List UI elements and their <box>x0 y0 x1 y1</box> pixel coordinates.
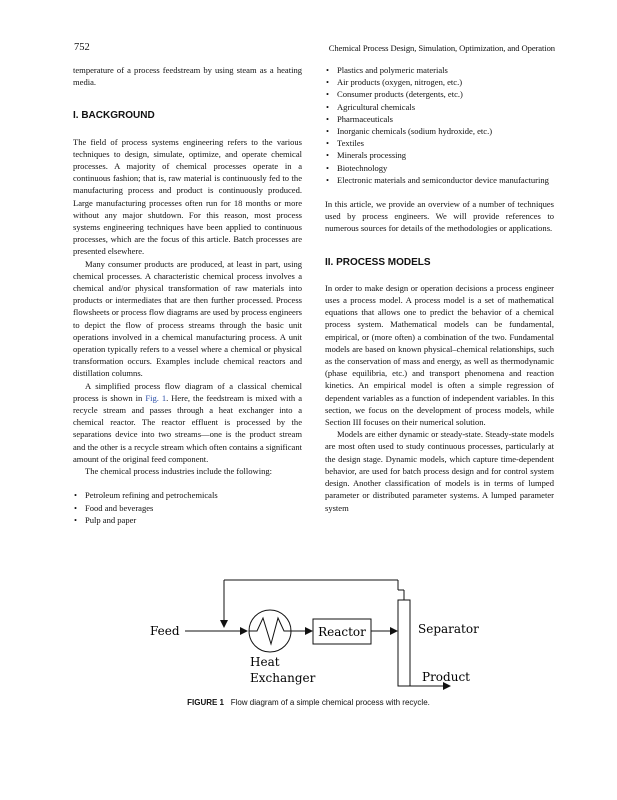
list-item: • Consumer products (detergents, etc.) <box>325 88 554 100</box>
caption-text: Flow diagram of a simple chemical process with recycle. <box>230 698 430 707</box>
background-paragraph-1: The field of process systems engineering refers to the various techniques to design, simulate, optimize, and operate chemical processes. A majority of chemical processes operate in a continuous fashion; that is, raw material is continuously fed to the manufacturing process and product is continuously produced. Large manufacturing processes often run for 18 months or more without any major shutdown. For this reason, most process systems engineering techniques have been applied to continuous processes, which are the focus of this article. Batch processes are presented elsewhere. <box>73 136 302 257</box>
product-label: Product <box>422 670 470 684</box>
models-paragraph-1: In order to make design or operation decisions a process engineer uses a process model. A process model is a set of mathematical equations that allows one to predict the behavior of a chemical process system. Mathematical models can be fundamental, empirical, or (more often) a combination of the two. Fundamental models are based on known physical–chemical relationships, such as the conservation of mass and energy, as well as thermodynamic (phase equilibria, etc.) and transport phenomena and reaction kinetics. An empirical model is often a simple regression of dependent variables as a function of independent variables. In this section, we focus on the development of process models, while Section III focuses on their numerical solution. <box>325 282 554 428</box>
list-item: • Food and beverages <box>73 502 302 514</box>
industry-list-left <box>73 489 302 526</box>
list-item: • Biotechnology <box>325 162 554 174</box>
process-flow-diagram <box>120 570 520 690</box>
list-item: • Pulp and paper <box>73 514 302 526</box>
intro-paragraph: temperature of a process feedstream by using steam as a heating media. <box>73 65 302 88</box>
list-item: • Inorganic chemicals (sodium hydroxide, etc.) <box>325 125 554 137</box>
list-item: • Agricultural chemicals <box>325 101 554 113</box>
section-heading-background: I. BACKGROUND <box>73 110 155 122</box>
list-item: • Air products (oxygen, nitrogen, etc.) <box>325 76 554 88</box>
page-number: 752 <box>74 42 90 53</box>
feed-label: Feed <box>150 624 180 638</box>
p3-text-b: . Here, the feedstream is mixed with a recycle stream and passes through a heat exchanger into a chemical reactor. The reactor effluent is processed by the separations device into two streams—one is the product stream and the other is a recycle stream which often contains a significant amount of the original feed component. <box>73 392 302 464</box>
heat-exchanger-label-line1: Heat <box>250 655 280 669</box>
overview-paragraph: In this article, we provide an overview of a number of techniques used by process engineers. We will provide references to numerous sources for details of the methodologies or applications. <box>325 199 554 234</box>
reactor-label: Reactor <box>318 625 366 639</box>
heat-exchanger-icon <box>249 610 291 652</box>
list-item: • Pharmaceuticals <box>325 113 554 125</box>
list-item: • Minerals processing <box>325 149 554 161</box>
background-paragraph-3 <box>73 380 302 465</box>
section-heading-process-models: II. PROCESS MODELS <box>325 256 431 268</box>
list-item: • Plastics and polymeric materials <box>325 64 554 76</box>
caption-label: FIGURE 1 <box>187 698 225 707</box>
left-column <box>73 64 302 526</box>
running-title: Chemical Process Design, Simulation, Optimization, and Operation <box>328 43 555 53</box>
figure-1-link[interactable]: Fig. 1 <box>145 392 167 403</box>
industry-list-right <box>325 64 554 186</box>
p3-text-a: A simplified process flow diagram of a classical chemical process is shown in <box>73 380 302 403</box>
background-paragraph-2: Many consumer products are produced, at least in part, using chemical processes. A characteristic chemical process involves a chemical and/or physical transformation of raw materials into products or intermediates that are then further processed. Process flowsheets or process flow diagrams are used by process engineers to depict the flow of process streams through the basic unit operations involved in a chemical manufacturing process. A unit operation typically refers to a vessel where a chemical or physical transformation occurs. Examples include chemical reactors and distillation columns. <box>73 258 302 379</box>
list-item: • Textiles <box>325 137 554 149</box>
list-item: • Petroleum refining and petrochemicals <box>73 489 302 501</box>
list-item: • Electronic materials and semiconductor device manufacturing <box>325 174 554 186</box>
figure-caption <box>0 698 617 707</box>
separator-column <box>398 600 410 686</box>
models-paragraph-2: Models are either dynamic or steady-state. Steady-state models are most often used to study continuous processes, particularly at the design stage. Dynamic models, which capture time-dependent behavior, are used for batch process design and for control system design. Another classification of models is in terms of lumped parameter or distributed parameter systems. A lumped parameter system <box>325 429 554 513</box>
separator-label: Separator <box>418 622 479 636</box>
right-column <box>325 64 554 514</box>
background-paragraph-4: The chemical process industries include the following: <box>85 466 273 477</box>
heat-exchanger-label-line2: Exchanger <box>250 671 316 685</box>
